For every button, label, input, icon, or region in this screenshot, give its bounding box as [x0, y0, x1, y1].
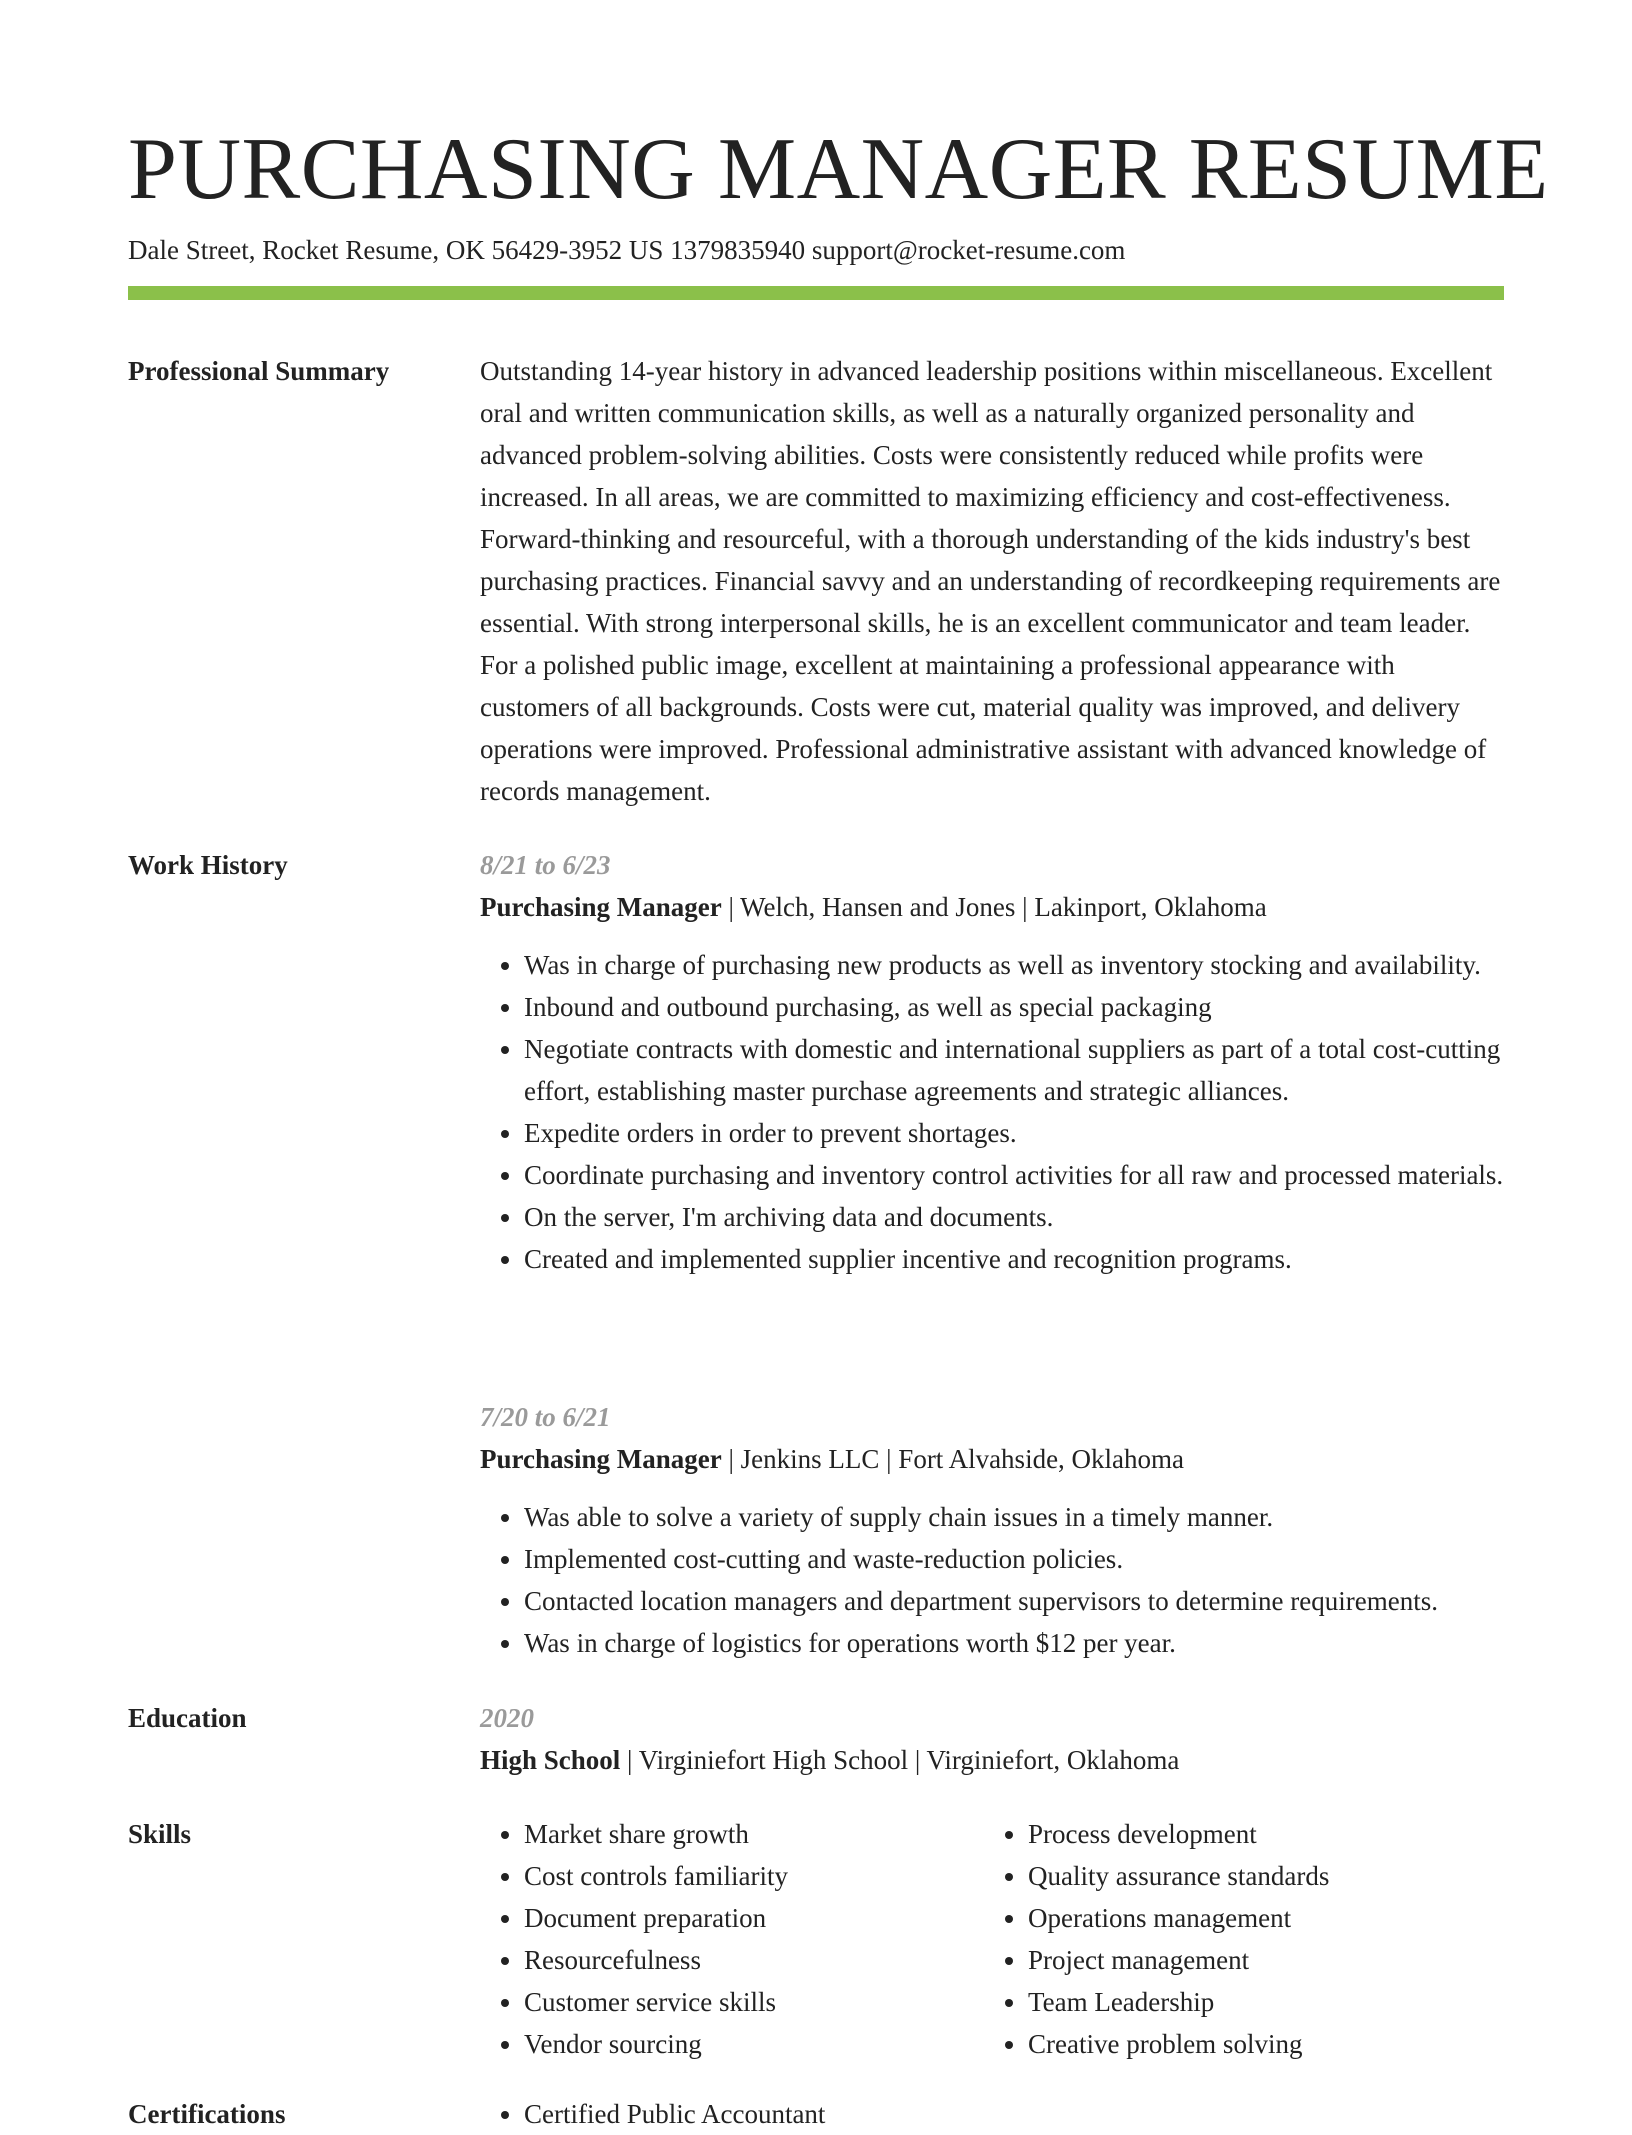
skill-item: • Market share growth [524, 1813, 980, 1855]
job-bullet: • Was in charge of purchasing new products as well as inventory stocking and availability. [524, 944, 1504, 986]
skill-item: • Cost controls familiarity [524, 1855, 980, 1897]
work-history-job-1 [480, 844, 1504, 1280]
summary-text: Outstanding 14-year history in advanced leadership positions within miscellaneous. Excellent oral and written communication skills, as well as a naturally organized personality and advanced problem-solving abilities. Costs were consistently reduced while profits were increased. In all areas, we are committed to maximizing efficiency and cost-effectiveness. Forward-thinking and resourceful, with a thorough understanding of the kids industry's best purchasing practices. Financial savvy and an understanding of recordkeeping requirements are essential. With strong interpersonal skills, he is an excellent communicator and team leader. For a polished public image, excellent at maintaining a professional appearance with customers of all backgrounds. Costs were cut, material quality was improved, and delivery operations were improved. Professional administrative assistant with advanced knowledge of records management. [480, 356, 1501, 806]
job-bullet: • Implemented cost-cutting and waste-reduction policies. [524, 1538, 1504, 1580]
skill-item: • Creative problem solving [1028, 2023, 1484, 2065]
certifications-section [480, 2093, 1504, 2135]
certification-item: • Certified Public Accountant [524, 2093, 1504, 2135]
skill-item: • Project management [1028, 1939, 1484, 1981]
section-label-summary: Professional Summary [128, 356, 390, 386]
section-label-skills: Skills [128, 1819, 192, 1849]
job-employer: | Welch, Hansen and Jones | Lakinport, Oklahoma [721, 892, 1267, 922]
education-school: | Virginiefort High School | Virginiefort, Oklahoma [620, 1745, 1180, 1775]
skill-item: • Operations management [1028, 1897, 1484, 1939]
contact-line: Dale Street, Rocket Resume, OK 56429-3952 US 1379835940 support@rocket-resume.com [128, 235, 1126, 265]
job-bullets [480, 944, 1504, 1280]
job-bullet: • Negotiate contracts with domestic and international suppliers as part of a total cost-cutting effort, establishing master purchase agreements and strategic alliances. [524, 1028, 1504, 1112]
job-bullets [480, 1496, 1504, 1664]
job-bullet: • Inbound and outbound purchasing, as well as special packaging [524, 986, 1504, 1028]
job-bullet: • Contacted location managers and department supervisors to determine requirements. [524, 1580, 1504, 1622]
work-history-job-2 [480, 1396, 1504, 1664]
job-bullet: • Was in charge of logistics for operations worth $12 per year. [524, 1622, 1504, 1664]
job-bullet: • Was able to solve a variety of supply chain issues in a timely manner. [524, 1496, 1504, 1538]
education-year: 2020 [480, 1703, 534, 1733]
education-entry [480, 1697, 1504, 1781]
skill-item: • Process development [1028, 1813, 1484, 1855]
summary-section [480, 350, 1504, 812]
job-heading [480, 1438, 1504, 1480]
skills-column-right [984, 1813, 1484, 2065]
job-heading [480, 886, 1504, 928]
skills-list-left [480, 1813, 980, 2065]
job-title: Purchasing Manager [480, 1444, 722, 1474]
skill-item: • Document preparation [524, 1897, 980, 1939]
skills-column-left [480, 1813, 980, 2065]
job-bullet: • Expedite orders in order to prevent shortages. [524, 1112, 1504, 1154]
education-degree: High School [480, 1745, 621, 1775]
section-label-certifications: Certifications [128, 2099, 286, 2129]
job-bullet: • Coordinate purchasing and inventory control activities for all raw and processed materials. [524, 1154, 1504, 1196]
job-title: Purchasing Manager [480, 892, 722, 922]
job-employer: | Jenkins LLC | Fort Alvahside, Oklahoma [721, 1444, 1185, 1474]
skill-item: • Vendor sourcing [524, 2023, 980, 2065]
section-label-education: Education [128, 1703, 247, 1733]
skill-item: • Resourcefulness [524, 1939, 980, 1981]
skill-item: • Quality assurance standards [1028, 1855, 1484, 1897]
skill-item: • Team Leadership [1028, 1981, 1484, 2023]
job-dates: 8/21 to 6/23 [480, 850, 611, 880]
job-bullet: • Created and implemented supplier incentive and recognition programs. [524, 1238, 1504, 1280]
skills-columns [480, 1813, 1504, 2073]
resume-title: PURCHASING MANAGER RESUME [128, 121, 1549, 218]
section-label-work-history: Work History [128, 850, 288, 880]
certifications-list [480, 2093, 1504, 2135]
job-dates: 7/20 to 6/21 [480, 1402, 611, 1432]
skills-list-right [984, 1813, 1484, 2065]
education-heading [480, 1739, 1504, 1781]
skill-item: • Customer service skills [524, 1981, 980, 2023]
header-divider [128, 286, 1504, 300]
skills-section [480, 1813, 1504, 2073]
job-bullet: • On the server, I'm archiving data and documents. [524, 1196, 1504, 1238]
